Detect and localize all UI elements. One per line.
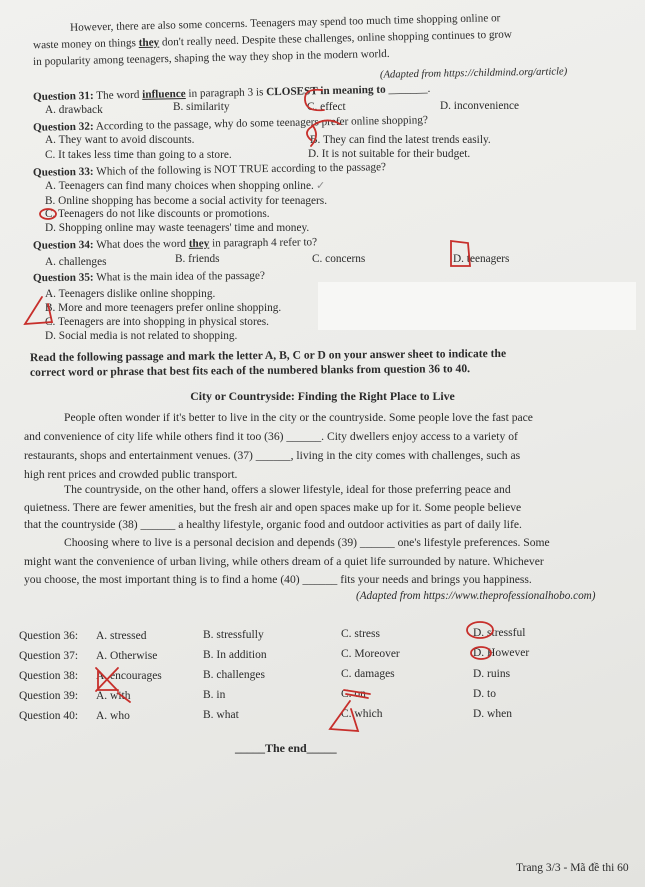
- q39-option-c[interactable]: C. on: [341, 688, 366, 700]
- q34-option-d[interactable]: D. teenagers: [453, 253, 510, 265]
- q31-stem-c: in paragraph 3 is: [185, 86, 267, 100]
- intro-word-they: they: [138, 36, 160, 50]
- intro-line-1: However, there are also some concerns. Teenagers may spend too much time shopping online or: [69, 12, 501, 34]
- q39-option-b[interactable]: B. in: [203, 689, 226, 701]
- q35-stem: [33, 270, 265, 285]
- q31-option-b[interactable]: B. similarity: [173, 101, 230, 113]
- q38-option-d[interactable]: D. ruins: [473, 668, 511, 680]
- the-end: _____The end_____: [235, 741, 337, 755]
- q39-option-a[interactable]: A. with: [96, 690, 131, 702]
- q38-option-c[interactable]: C. damages: [341, 668, 395, 680]
- q40-label: Question 40:: [19, 710, 79, 722]
- q31-label: Question 31:: [32, 89, 94, 104]
- intro-source: (Adapted from https://childmind.org/article): [379, 66, 568, 81]
- passage-p2-line-2: quietness. There are fewer amenities, but the fresh air and open spaces make up for it. Some people believe: [24, 501, 522, 514]
- q35-stem-text: What is the main idea of the passage?: [93, 269, 265, 284]
- q34-stem: [33, 236, 317, 252]
- q40-option-d[interactable]: D. when: [473, 708, 512, 720]
- q33-stem-text: Which of the following is NOT TRUE according to the passage?: [93, 161, 387, 178]
- passage-p3-line-3: you choose, the most important thing is to find a home (40) ______ fits your needs and brings you happiness.: [24, 573, 532, 586]
- tick-mark-icon: ✓: [316, 180, 326, 192]
- q31-word-influence: influence: [142, 87, 186, 101]
- q38-option-a[interactable]: A. encourages: [96, 670, 162, 682]
- q38-label: Question 38:: [19, 670, 79, 682]
- q33-option-b[interactable]: B. Online shopping has become a social activity for teenagers.: [45, 195, 328, 207]
- q34-option-b[interactable]: B. friends: [175, 253, 220, 265]
- q31-stem-e: _______.: [385, 82, 431, 96]
- q31-option-c[interactable]: C. effect: [307, 101, 346, 113]
- q35-option-d[interactable]: D. Social media is not related to shopping.: [45, 330, 238, 342]
- q31-stem-a: The word: [93, 88, 143, 102]
- passage-title: City or Countryside: Finding the Right Place to Live: [190, 389, 455, 403]
- passage-p2-line-3: that the countryside (38) ______ a healthy lifestyle, organic food and outdoor activities as part of daily life.: [24, 518, 522, 531]
- q37-option-b[interactable]: B. In addition: [203, 649, 267, 661]
- q35-option-a[interactable]: A. Teenagers dislike online shopping.: [45, 288, 216, 300]
- passage-p1-line-3: restaurants, shops and entertainment venues. (37) ______, living in the city comes with challenges, such as: [24, 449, 521, 462]
- instruction-line-1: Read the following passage and mark the letter A, B, C or D on your answer sheet to indicate the: [29, 346, 507, 365]
- passage-p3-line-1: Choosing where to live is a personal decision and depends (39) ______ one's lifestyle preferences. Some: [64, 536, 550, 549]
- q33-stem: [33, 161, 386, 180]
- q34-option-c[interactable]: C. concerns: [312, 253, 366, 265]
- glare-patch: [318, 282, 636, 330]
- q34-label: Question 34:: [32, 238, 94, 252]
- q37-option-d[interactable]: D. However: [473, 647, 530, 659]
- passage-p2-line-1: The countryside, on the other hand, offers a slower lifestyle, ideal for those preferring peace and: [64, 483, 511, 496]
- q33-option-a[interactable]: A. Teenagers can find many choices when shopping online.: [45, 180, 314, 192]
- passage-source: (Adapted from https://www.theprofessionalhobo.com): [356, 590, 596, 602]
- q33-option-d[interactable]: D. Shopping online may waste teenagers' time and money.: [45, 222, 310, 234]
- passage-p1-line-2: and convenience of city life while others find it too (36) ______. City dwellers enjoy access to a variety of: [24, 430, 518, 443]
- q37-option-c[interactable]: C. Moreover: [341, 648, 400, 660]
- q39-label: Question 39:: [19, 690, 79, 702]
- q34-word-they: they: [188, 237, 210, 250]
- passage-p1-line-1: People often wonder if it's better to live in the city or the countryside. Some people love the fast pace: [64, 411, 533, 424]
- instruction-line-2: correct word or phrase that best fits each of the numbered blanks from question 36 to 40.: [29, 362, 471, 379]
- q32-option-b[interactable]: B. They can find the latest trends easily.: [310, 134, 491, 146]
- q32-label: Question 32:: [32, 120, 94, 134]
- q40-option-a[interactable]: A. who: [96, 710, 130, 722]
- q36-option-d[interactable]: D. stressful: [473, 627, 526, 639]
- q37-label: Question 37:: [19, 650, 79, 662]
- q31-stem: [33, 83, 431, 104]
- q35-option-c[interactable]: C. Teenagers are into shopping in physical stores.: [45, 316, 269, 328]
- q34-stem-a: What does the word: [93, 237, 189, 251]
- passage-p3-line-2: might want the convenience of urban living, while others dream of a quiet life surrounded by nature. Whichever: [24, 555, 544, 568]
- q40-option-b[interactable]: B. what: [203, 709, 239, 721]
- intro-line-2-a: waste money on things: [32, 37, 139, 52]
- q32-stem-text: According to the passage, why do some teenagers prefer online shopping?: [93, 114, 428, 133]
- q35-label: Question 35:: [32, 271, 94, 285]
- q36-label: Question 36:: [19, 630, 79, 642]
- q32-option-c[interactable]: C. It takes less time than going to a store.: [45, 149, 232, 161]
- q31-stem-d: CLOSEST in meaning to: [266, 83, 386, 99]
- page-footer: Trang 3/3 - Mã đề thi 60: [516, 862, 629, 874]
- q32-option-d[interactable]: D. It is not suitable for their budget.: [308, 148, 471, 160]
- q37-option-a[interactable]: A. Otherwise: [96, 650, 158, 662]
- q34-option-a[interactable]: A. challenges: [45, 256, 107, 268]
- q35-option-b[interactable]: B. More and more teenagers prefer online shopping.: [45, 302, 282, 314]
- q38-option-b[interactable]: B. challenges: [203, 669, 265, 681]
- q31-option-d[interactable]: D. inconvenience: [440, 100, 520, 112]
- q33-option-c[interactable]: C. Teenagers do not like discounts or promotions.: [45, 208, 270, 220]
- q32-stem: [33, 114, 428, 135]
- passage-p1-line-4: high rent prices and crowded public transport.: [24, 468, 238, 481]
- q33-label: Question 33:: [32, 165, 94, 179]
- intro-line-3: in popularity among teenagers, shaping the way they shop in the modern world.: [32, 47, 390, 69]
- q31-option-a[interactable]: A. drawback: [45, 104, 103, 116]
- q36-option-a[interactable]: A. stressed: [96, 630, 147, 642]
- q34-stem-c: in paragraph 4 refer to?: [209, 236, 318, 250]
- q32-option-a[interactable]: A. They want to avoid discounts.: [45, 134, 195, 146]
- q36-option-b[interactable]: B. stressfully: [203, 629, 264, 641]
- intro-line-2-c: don't really need. Despite these challenges, online shopping continues to grow: [159, 28, 513, 49]
- q40-option-c[interactable]: C. which: [341, 708, 383, 720]
- q36-option-c[interactable]: C. stress: [341, 628, 380, 640]
- q39-option-d[interactable]: D. to: [473, 688, 496, 700]
